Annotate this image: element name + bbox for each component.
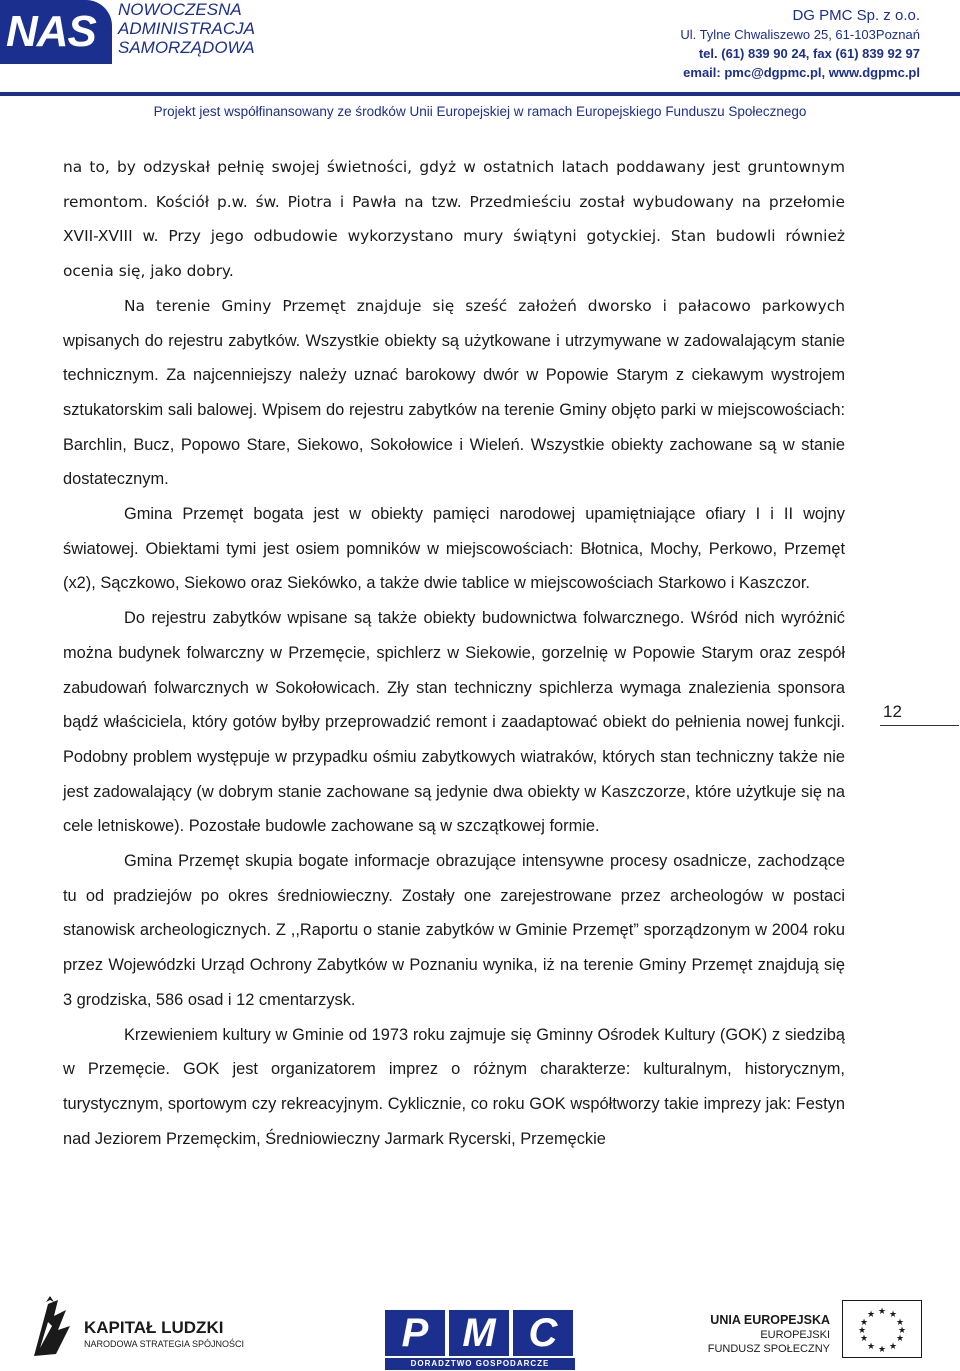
- nas-logo-name: [118, 0, 255, 57]
- eu-fund-label: [690, 1312, 830, 1356]
- paragraph-2: [63, 289, 845, 497]
- company-address: Ul. Tylne Chwaliszewo 25, 61-103Poznań: [680, 27, 920, 42]
- eu-line-3: FUNDUSZ SPOŁECZNY: [707, 1343, 830, 1355]
- pmc-subtitle: DORADZTWO GOSPODARCZE: [385, 1358, 575, 1370]
- svg-text:★: ★: [895, 1318, 905, 1328]
- pmc-letter-m: M: [449, 1310, 509, 1356]
- nas-logo-abbr: NAS: [6, 7, 96, 56]
- kapital-ludzki-logo: [84, 1318, 244, 1350]
- nas-logo-line-2: ADMINISTRACJA: [118, 19, 255, 38]
- svg-text:★: ★: [859, 1318, 869, 1328]
- nas-logo-line-1: NOWOCZESNA: [118, 0, 242, 19]
- eu-flag-icon: [842, 1300, 922, 1358]
- project-cofinancing-note: Projekt jest współfinansowany ze środków Unii Europejskiej w ramach Europejskiego Funduszu Społecznego: [153, 104, 807, 119]
- svg-text:★: ★: [877, 1345, 887, 1355]
- svg-text:★: ★: [897, 1326, 907, 1336]
- nas-logo-line-3: SAMORZĄDOWA: [118, 38, 255, 57]
- paragraph-2-lead: Na terenie Gminy Przemęt znajduje się sześć założeń dworsko i pałacowo parkowych: [124, 296, 845, 315]
- paragraph-1-text: na to, by odzyskał pełnię swojej świetności, gdyż w ostatnich latach poddawany jest gruntownym remontom. Kościół p.w. św. Piotra i Pawła na tzw. Przedmieściu został wybudowany na przełomie XVII-XVIII w. Przy jego odbudowie wykorzystano mury świątyni gotyckiej. Stan budowli również ocenia się, jako dobry.: [63, 158, 845, 281]
- nas-logo: [0, 0, 112, 64]
- paragraph-4: Do rejestru zabytków wpisane są także obiekty budownictwa folwarcznego. Wśród nich wyróżnić można budynek folwarczny w Przemęcie, spichlerz w Siekowie, gorzelnię w Popowie Starym oraz zespół zabudowań folwarcznych w Sokołowicach. Zły stan techniczny spichlerza wymaga znalezienia sponsora bądź właściciela, który gotów byłby przeprowadzić remont i zaadaptować obiekt do pełnienia nowej funkcji. Podobny problem występuje w przypadku ośmiu zabytkowych wiatraków, których stan techniczny także nie jest zadowalający (w dobrym stanie zachowane są jedynie dwa obiekty w Kaszczorze, które użytkuje się na cele letniskowe). Pozostałe budowle zachowane są w szczątkowej formie.: [63, 609, 845, 836]
- company-phone: tel. (61) 839 90 24, fax (61) 839 92 97: [698, 46, 920, 61]
- svg-text:★: ★: [888, 1342, 898, 1352]
- svg-text:★: ★: [866, 1342, 876, 1352]
- company-info: [680, 6, 920, 82]
- kapital-ludzki-title: KAPITAŁ LUDZKI: [84, 1318, 224, 1337]
- page-footer: [0, 1290, 960, 1371]
- pmc-logo-letters: [385, 1310, 575, 1356]
- svg-text:★: ★: [877, 1307, 887, 1317]
- eu-title: UNIA EUROPEJSKA: [710, 1313, 830, 1327]
- eu-line-2: EUROPEJSKI: [760, 1329, 830, 1341]
- page-header: [0, 0, 960, 130]
- svg-text:★: ★: [895, 1334, 905, 1344]
- kapital-ludzki-subtitle: NARODOWA STRATEGIA SPÓJNOŚCI: [84, 1339, 245, 1349]
- pmc-letter-c: C: [513, 1310, 573, 1356]
- page-number: 12: [880, 699, 959, 726]
- svg-text:★: ★: [888, 1310, 898, 1320]
- paragraph-6: Krzewieniem kultury w Gminie od 1973 roku zajmuje się Gminny Ośrodek Kultury (GOK) z siedzibą w Przemęcie. GOK jest organizatorem imprez o różnym charakterze: kulturalnym, historycznym, turystycznym, sportowym czy rekreacyjnym. Cyklicznie, co roku GOK współtworzy takie imprezy jak: Festyn nad Jeziorem Przemęckim, Średniowieczny Jarmark Rycerski, Przemęckie: [63, 1025, 845, 1148]
- svg-text:★: ★: [857, 1326, 867, 1336]
- paragraph-5: Gmina Przemęt skupia bogate informacje obrazujące intensywne procesy osadnicze, zachodzące tu od pradziejów po okres średniowieczny. Zostały one zarejestrowane przez archeologów w postaci stanowisk archeologicznych. Z ,,Raportu o stanie zabytków w Gminie Przemęt” sporządzonym w 2004 roku przez Wojewódzki Urząd Ochrony Zabytków w Poznaniu wynika, iż na terenie Gminy Przemęt znajdują się 3 grodziska, 586 osad i 12 cmentarzysk.: [63, 852, 845, 1009]
- paragraph-1: [63, 150, 845, 289]
- document-body: [63, 150, 845, 1156]
- pmc-logo: [385, 1310, 575, 1368]
- paragraph-3: Gmina Przemęt bogata jest w obiekty pamięci narodowej upamiętniające ofiary I i II wojny światowej. Obiektami tymi jest osiem pomników w miejscowościach: Błotnica, Mochy, Perkowo, Przemęt (x2), Sączkowo, Siekowo oraz Siekówko, a także dwie tablice w miejscowościach Starkowo i Kaszczor.: [63, 505, 845, 593]
- kapital-ludzki-emblem-icon: [28, 1296, 72, 1358]
- svg-text:★: ★: [866, 1310, 876, 1320]
- company-name: DG PMC Sp. z o.o.: [792, 7, 920, 24]
- paragraph-2-rest: wpisanych do rejestru zabytków. Wszystkie obiekty są użytkowane i utrzymywane w zadowalającym stanie technicznym. Za najcenniejszy należy uznać barokowy dwór w Popowie Starym z ciekawym wystrojem sztukatorskim sali balowej. Wpisem do rejestru zabytków na terenie Gminy objęto parki w miejscowościach: Barchlin, Bucz, Popowo Stare, Siekowo, Sokołowice i Wieleń. Wszystkie obiekty zachowane są w stanie dostatecznym.: [63, 331, 845, 489]
- svg-text:★: ★: [859, 1334, 869, 1344]
- pmc-letter-p: P: [385, 1310, 445, 1356]
- company-contact: email: pmc@dgpmc.pl, www.dgpmc.pl: [683, 65, 920, 80]
- header-divider: [0, 92, 960, 96]
